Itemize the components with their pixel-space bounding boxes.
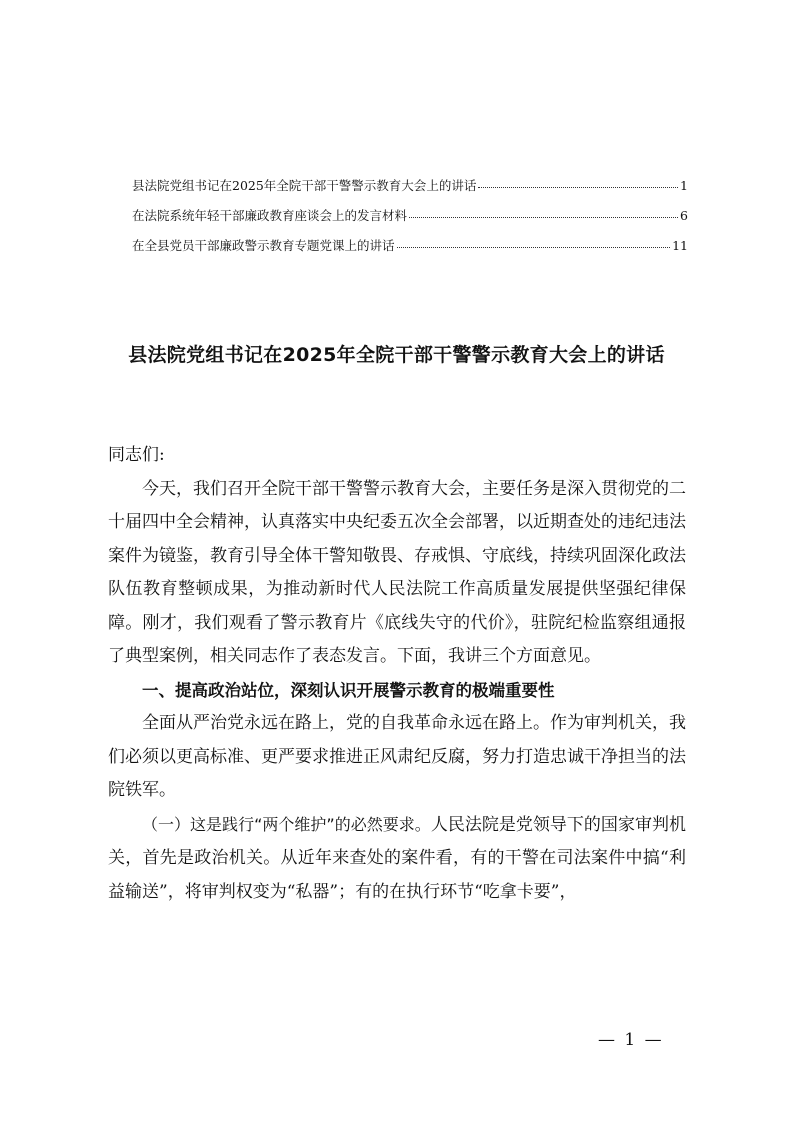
toc-entry-page: 11 — [672, 238, 688, 253]
toc-entry-title: 在全县党员干部廉政警示教育专题党课上的讲话 — [132, 238, 395, 253]
section-paragraph: 全面从严治党永远在路上，党的自我革命永远在路上。作为审判机关，我们必须以更高标准、更严要求推进正风肃纪反腐，努力打造忠诚干净担当的法院铁军。 — [108, 713, 686, 800]
subsection-heading: （一）这是践行“两个维护”的必然要求。 — [142, 814, 431, 834]
document-title: 县法院党组书记在2025年全院干部干警警示教育大会上的讲话 — [128, 344, 665, 366]
toc-leader-dots — [409, 206, 678, 218]
toc-entry-title: 县法院党组书记在2025年全院干部干警警示教育大会上的讲话 — [132, 178, 477, 193]
toc-entry-title: 在法院系统年轻干部廉政教育座谈会上的发言材料 — [132, 208, 408, 223]
subsection-text: 人民法院是党领导下的国家审判机关，首先是政治机关。从近年来查处的案件看，有的干警在司法案件中搞“利益输送”，将审判权变为“私器”；有的在执行环节“吃拿卡要”， — [108, 814, 686, 902]
table-of-contents — [132, 176, 688, 266]
toc-entry[interactable] — [132, 206, 688, 236]
document-body — [108, 439, 686, 909]
toc-entry[interactable] — [132, 236, 688, 266]
greeting: 同志们: — [108, 445, 165, 465]
toc-leader-dots — [397, 236, 671, 248]
subsection-paragraph — [108, 808, 686, 910]
toc-entry-page: 6 — [680, 208, 688, 223]
intro-paragraph: 今天，我们召开全院干部干警警示教育大会，主要任务是深入贯彻党的二十届四中全会精神，认真落实中央纪委五次全会部署，以近期查处的违纪违法案件为镜鉴，教育引导全体干警知敬畏、存戒惧、守底线，持续巩固深化政法队伍教育整顿成果，为推动新时代人民法院工作高质量发展提供坚强纪律保障。刚才，我们观看了警示教育片《底线失守的代价》，驻院纪检监察组通报了典型案例，相关同志作了表态发言。下面，我讲三个方面意见。 — [108, 478, 686, 666]
section-heading: 一、提高政治站位，深刻认识开展警示教育的极端重要性 — [142, 680, 555, 700]
toc-entry[interactable] — [132, 176, 688, 206]
toc-entry-page: 1 — [680, 178, 688, 193]
toc-leader-dots — [478, 176, 678, 188]
page-number: — 1 — — [598, 1030, 664, 1050]
